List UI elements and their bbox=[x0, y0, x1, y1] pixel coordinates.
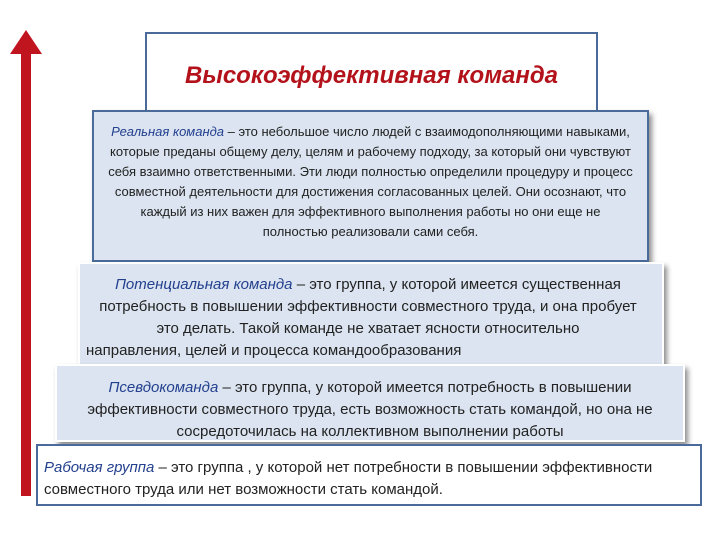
level-real-team bbox=[92, 110, 649, 262]
level-term: Потенциальная команда bbox=[115, 276, 293, 293]
top-level-box bbox=[145, 32, 598, 118]
level-text: – это небольшое число людей с взаимодополняющими навыками, которые преданы общему делу, целям и рабочему подходу, за который они чувствуют себя взаимно ответственными. Эти люди полностью определили процедуру и процесс совместной деятельности для достижения согласованных целей. Они осознают, что каждый из них важен для эффективного выполнения работы но они еще не полностью реализовали сами себя. bbox=[108, 124, 633, 239]
level-term: Реальная команда bbox=[111, 124, 225, 139]
level-term: Рабочая группа bbox=[44, 459, 155, 476]
arrow-head bbox=[10, 30, 42, 54]
level-term: Псевдокоманда bbox=[108, 379, 219, 396]
level-working-group bbox=[36, 444, 702, 506]
level-text: – это группа, у которой имеется потребность в повышении эффективности совместного труда, есть возможность стать командой, но она не сосредоточилась на коллективном выполнении работы bbox=[87, 379, 653, 440]
level-text-tail: направления, целей и процесса командообразования bbox=[86, 342, 462, 359]
diagram-title: Высокоэффективная команда bbox=[185, 62, 558, 89]
level-potential-team bbox=[78, 262, 664, 366]
level-text: – это группа , у которой нет потребности в повышении эффективности совместного труда или нет возможности стать командой. bbox=[44, 459, 653, 498]
arrow-shaft bbox=[21, 52, 31, 496]
level-pseudo-team bbox=[55, 364, 685, 442]
level-text: – это группа, у которой имеется существенная потребность в повышении эффективности совместного труда, и она пробует это делать. Такой команде не хватает ясности относительно bbox=[99, 276, 637, 337]
